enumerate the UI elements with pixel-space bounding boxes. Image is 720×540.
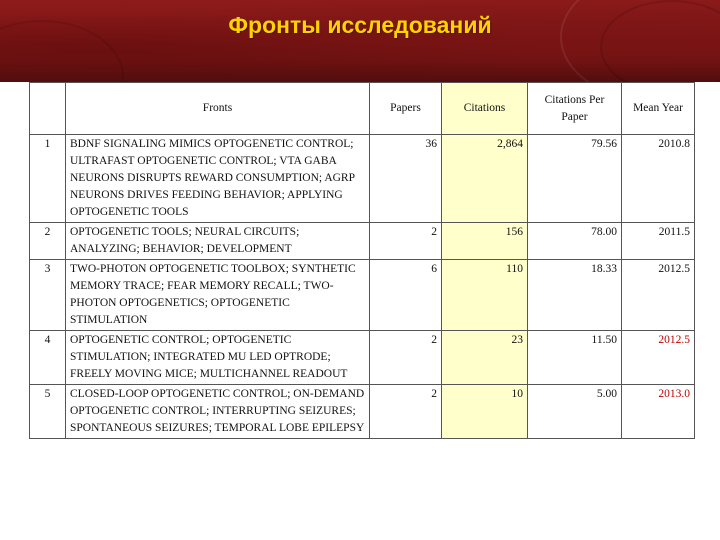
row-number: 3 [30,260,66,331]
table-row [30,385,695,439]
citations-per-paper: 78.00 [528,223,622,260]
front-description: CLOSED-LOOP OPTOGENETIC CONTROL; ON-DEMAND OPTOGENETIC CONTROL; INTERRUPTING SEIZURES; SPONTANEOUS SEIZURES; TEMPORAL LOBE EPILEPSY [66,385,370,439]
row-number: 2 [30,223,66,260]
title-banner [0,0,720,82]
table-row [30,260,695,331]
citations-count: 23 [442,331,528,385]
citations-per-paper: 11.50 [528,331,622,385]
citations-count: 110 [442,260,528,331]
header-citations-per-paper: Citations Per Paper [528,83,622,135]
row-number: 4 [30,331,66,385]
citations-per-paper: 18.33 [528,260,622,331]
papers-count: 2 [370,331,442,385]
front-description: TWO-PHOTON OPTOGENETIC TOOLBOX; SYNTHETIC MEMORY TRACE; FEAR MEMORY RECALL; TWO-PHOTON OPTOGENETICS; OPTOGENETIC STIMULATION [66,260,370,331]
citations-per-paper: 79.56 [528,135,622,223]
table-row [30,331,695,385]
table-header-row [30,83,695,135]
mean-year: 2012.5 [622,260,695,331]
page-title: Фронты исследований [228,12,492,38]
citations-count: 156 [442,223,528,260]
papers-count: 6 [370,260,442,331]
front-description: BDNF SIGNALING MIMICS OPTOGENETIC CONTROL; ULTRAFAST OPTOGENETIC CONTROL; VTA GABA NEURONS DISRUPTS REWARD CONSUMPTION; AGRP NEURONS DRIVES FEEDING BEHAVIOR; APPLYING OPTOGENETIC TOOLS [66,135,370,223]
row-number: 5 [30,385,66,439]
row-number: 1 [30,135,66,223]
header-papers: Papers [370,83,442,135]
front-description: OPTOGENETIC TOOLS; NEURAL CIRCUITS; ANALYZING; BEHAVIOR; DEVELOPMENT [66,223,370,260]
citations-per-paper: 5.00 [528,385,622,439]
header-fronts: Fronts [66,83,370,135]
table-row [30,135,695,223]
mean-year: 2013.0 [622,385,695,439]
front-description: OPTOGENETIC CONTROL; OPTOGENETIC STIMULATION; INTEGRATED MU LED OPTRODE; FREELY MOVING MICE; MULTICHANNEL READOUT [66,331,370,385]
papers-count: 36 [370,135,442,223]
mean-year: 2012.5 [622,331,695,385]
citations-count: 2,864 [442,135,528,223]
table-row [30,223,695,260]
mean-year: 2011.5 [622,223,695,260]
header-citations: Citations [442,83,528,135]
header-index [30,83,66,135]
citations-count: 10 [442,385,528,439]
papers-count: 2 [370,385,442,439]
banner-stripe [0,60,720,82]
header-mean-year: Mean Year [622,83,695,135]
papers-count: 2 [370,223,442,260]
mean-year: 2010.8 [622,135,695,223]
research-fronts-table [29,82,695,439]
